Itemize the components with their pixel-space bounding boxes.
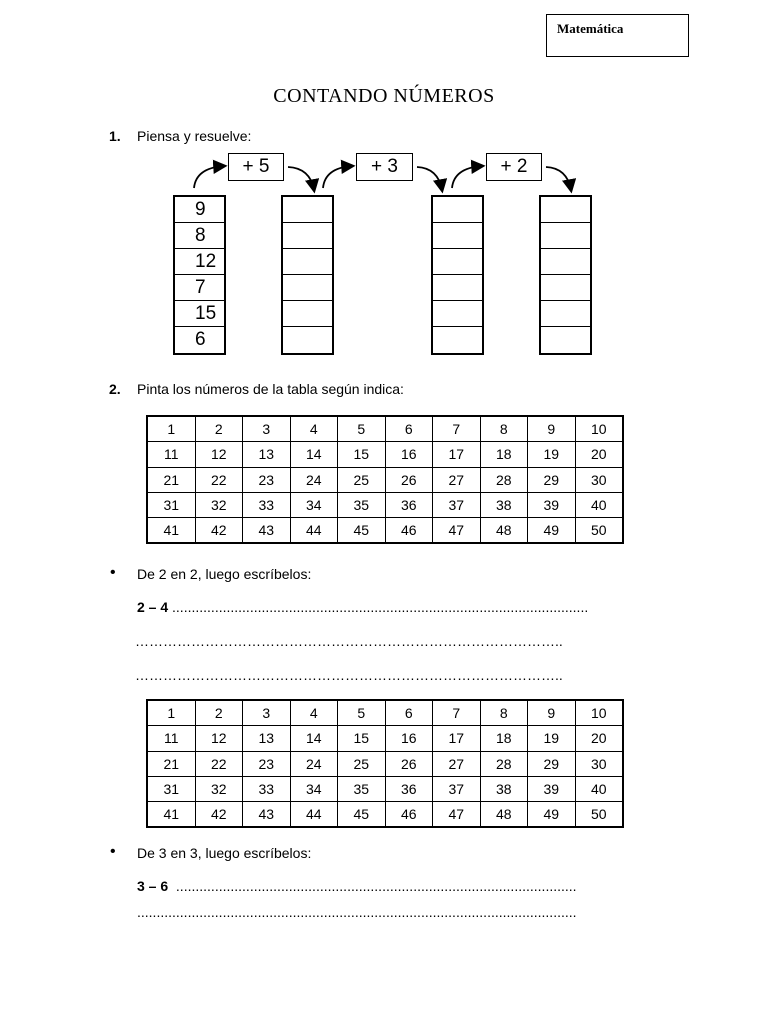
number-cell[interactable]: 19 (528, 726, 576, 751)
number-cell[interactable]: 7 (433, 700, 481, 726)
number-cell[interactable]: 46 (385, 518, 433, 544)
number-cell[interactable]: 5 (338, 416, 386, 442)
operation-box-plus-5: + 5 (228, 153, 284, 181)
number-cell[interactable]: 27 (433, 751, 481, 776)
answer-column-3 (539, 195, 592, 355)
number-cell[interactable]: 43 (243, 802, 291, 828)
table-row (147, 442, 623, 467)
number-cell[interactable]: 35 (338, 776, 386, 801)
number-cell[interactable]: 44 (290, 802, 338, 828)
operation-box-plus-3: + 3 (356, 153, 413, 181)
number-cell[interactable]: 8 (480, 700, 528, 726)
dotted-line: ........................................................................................................... (172, 599, 589, 615)
task-b-answer-line-1[interactable] (137, 878, 657, 894)
number-cell[interactable]: 49 (528, 518, 576, 544)
number-cell[interactable]: 17 (433, 442, 481, 467)
arrow-down-icon (546, 167, 571, 190)
number-cell[interactable]: 6 (385, 700, 433, 726)
table-row (147, 726, 623, 751)
task-b-answer-line-2[interactable] (137, 904, 659, 920)
number-cell[interactable]: 28 (480, 751, 528, 776)
table-row (147, 467, 623, 492)
exercise-1-number: 1. (109, 128, 121, 144)
arrow-up-icon (323, 166, 352, 188)
operation-box-plus-2: + 2 (486, 153, 542, 181)
number-cell[interactable]: 50 (575, 802, 623, 828)
number-cell[interactable]: 16 (385, 726, 433, 751)
exercise-2-number: 2. (109, 381, 121, 397)
number-cell[interactable]: 37 (433, 492, 481, 517)
answer-cell[interactable] (541, 275, 590, 301)
number-cell[interactable]: 23 (243, 467, 291, 492)
answer-cell[interactable] (541, 301, 590, 327)
arrow-down-icon (417, 167, 442, 190)
number-cell[interactable]: 15 (338, 726, 386, 751)
number-cell[interactable]: 43 (243, 518, 291, 544)
answer-column-2 (431, 195, 484, 355)
number-cell[interactable]: 1 (147, 416, 195, 442)
answer-cell[interactable] (283, 275, 332, 301)
dotted-line: ……………………………………………………………………………….. (135, 667, 563, 683)
number-cell[interactable]: 4 (290, 700, 338, 726)
number-cell[interactable]: 12 (195, 442, 243, 467)
number-cell[interactable]: 12 (195, 726, 243, 751)
number-cell[interactable]: 14 (290, 726, 338, 751)
number-cell[interactable]: 33 (243, 776, 291, 801)
answer-cell[interactable] (541, 327, 590, 353)
number-cell[interactable]: 23 (243, 751, 291, 776)
start-values-column (173, 195, 226, 355)
task-b-instruction: De 3 en 3, luego escríbelos: (137, 845, 312, 861)
task-a-answer-line-2[interactable] (135, 633, 630, 649)
number-cell[interactable]: 41 (147, 802, 195, 828)
number-cell[interactable]: 9 (528, 416, 576, 442)
arrows-diagram (0, 0, 768, 400)
number-cell[interactable]: 32 (195, 776, 243, 801)
number-cell[interactable]: 36 (385, 776, 433, 801)
start-value: 8 (175, 223, 224, 249)
number-cell[interactable]: 34 (290, 776, 338, 801)
number-grid-a (146, 415, 624, 544)
answer-cell[interactable] (433, 301, 482, 327)
table-row (147, 776, 623, 801)
number-cell[interactable]: 37 (433, 776, 481, 801)
answer-cell[interactable] (433, 275, 482, 301)
number-cell[interactable]: 31 (147, 492, 195, 517)
number-cell[interactable]: 17 (433, 726, 481, 751)
number-cell[interactable]: 48 (480, 802, 528, 828)
number-cell[interactable]: 47 (433, 518, 481, 544)
number-cell[interactable]: 42 (195, 802, 243, 828)
number-cell[interactable]: 21 (147, 467, 195, 492)
start-value: 9 (175, 197, 224, 223)
answer-column-1 (281, 195, 334, 355)
number-cell[interactable]: 26 (385, 751, 433, 776)
task-a-start: 2 – 4 (137, 599, 169, 615)
number-cell[interactable]: 21 (147, 751, 195, 776)
number-cell[interactable]: 2 (195, 416, 243, 442)
number-cell[interactable]: 11 (147, 442, 195, 467)
number-cell[interactable]: 3 (243, 416, 291, 442)
page-title: CONTANDO NÚMEROS (273, 85, 495, 107)
arrow-down-icon (288, 167, 314, 190)
number-cell[interactable]: 20 (575, 726, 623, 751)
exercise-1-instruction: Piensa y resuelve: (137, 128, 252, 144)
answer-cell[interactable] (433, 223, 482, 249)
number-cell[interactable]: 18 (480, 442, 528, 467)
number-cell[interactable]: 15 (338, 442, 386, 467)
number-cell[interactable]: 14 (290, 442, 338, 467)
answer-cell[interactable] (433, 249, 482, 275)
bullet: • (110, 843, 116, 860)
number-cell[interactable]: 22 (195, 751, 243, 776)
number-cell[interactable]: 40 (575, 492, 623, 517)
number-cell[interactable]: 11 (147, 726, 195, 751)
number-cell[interactable]: 13 (243, 442, 291, 467)
answer-cell[interactable] (283, 197, 332, 223)
table-row (147, 492, 623, 517)
dotted-line: ....................................................................................................... (175, 878, 577, 894)
number-cell[interactable]: 10 (575, 700, 623, 726)
number-cell[interactable]: 41 (147, 518, 195, 544)
bullet: • (110, 564, 116, 581)
number-cell[interactable]: 18 (480, 726, 528, 751)
answer-cell[interactable] (283, 327, 332, 353)
number-cell[interactable]: 50 (575, 518, 623, 544)
number-cell[interactable]: 3 (243, 700, 291, 726)
number-cell[interactable]: 30 (575, 751, 623, 776)
number-cell[interactable]: 38 (480, 776, 528, 801)
answer-cell[interactable] (433, 327, 482, 353)
number-cell[interactable]: 42 (195, 518, 243, 544)
number-cell[interactable]: 13 (243, 726, 291, 751)
number-cell[interactable]: 44 (290, 518, 338, 544)
answer-cell[interactable] (433, 197, 482, 223)
task-a-answer-line-3[interactable] (135, 667, 630, 683)
number-cell[interactable]: 49 (528, 802, 576, 828)
number-cell[interactable]: 2 (195, 700, 243, 726)
number-cell[interactable]: 31 (147, 776, 195, 801)
number-cell[interactable]: 24 (290, 467, 338, 492)
number-cell[interactable]: 4 (290, 416, 338, 442)
number-cell[interactable]: 29 (528, 751, 576, 776)
answer-cell[interactable] (283, 301, 332, 327)
number-cell[interactable]: 45 (338, 518, 386, 544)
start-value: 7 (175, 275, 224, 301)
number-cell[interactable]: 27 (433, 467, 481, 492)
answer-cell[interactable] (541, 249, 590, 275)
task-a-answer-line-1[interactable] (137, 599, 627, 615)
number-cell[interactable]: 7 (433, 416, 481, 442)
start-value: 15 (175, 301, 224, 327)
number-cell[interactable]: 1 (147, 700, 195, 726)
start-value: 12 (175, 249, 224, 275)
number-cell[interactable]: 48 (480, 518, 528, 544)
number-cell[interactable]: 10 (575, 416, 623, 442)
number-cell[interactable]: 29 (528, 467, 576, 492)
number-cell[interactable]: 25 (338, 467, 386, 492)
number-cell[interactable]: 45 (338, 802, 386, 828)
number-cell[interactable]: 35 (338, 492, 386, 517)
dotted-line: ................................................................................................................. (137, 904, 577, 920)
number-cell[interactable]: 24 (290, 751, 338, 776)
number-cell[interactable]: 5 (338, 700, 386, 726)
task-b-start: 3 – 6 (137, 878, 169, 894)
number-cell[interactable]: 36 (385, 492, 433, 517)
answer-cell[interactable] (283, 223, 332, 249)
answer-cell[interactable] (541, 223, 590, 249)
number-cell[interactable]: 28 (480, 467, 528, 492)
number-cell[interactable]: 19 (528, 442, 576, 467)
number-cell[interactable]: 30 (575, 467, 623, 492)
number-cell[interactable]: 22 (195, 467, 243, 492)
number-cell[interactable]: 40 (575, 776, 623, 801)
dotted-line: ……………………………………………………………………………….. (135, 633, 563, 649)
number-cell[interactable]: 6 (385, 416, 433, 442)
number-cell[interactable]: 32 (195, 492, 243, 517)
number-cell[interactable]: 39 (528, 776, 576, 801)
answer-cell[interactable] (541, 197, 590, 223)
number-cell[interactable]: 47 (433, 802, 481, 828)
table-row (147, 751, 623, 776)
number-cell[interactable]: 46 (385, 802, 433, 828)
start-value: 6 (195, 329, 206, 350)
number-cell[interactable]: 33 (243, 492, 291, 517)
task-a-instruction: De 2 en 2, luego escríbelos: (137, 566, 312, 582)
answer-cell[interactable] (283, 249, 332, 275)
table-row (147, 518, 623, 544)
table-row (147, 700, 623, 726)
number-cell[interactable]: 16 (385, 442, 433, 467)
number-cell[interactable]: 9 (528, 700, 576, 726)
number-cell[interactable]: 38 (480, 492, 528, 517)
table-row (147, 802, 623, 828)
number-cell[interactable]: 25 (338, 751, 386, 776)
number-cell[interactable]: 26 (385, 467, 433, 492)
number-cell[interactable]: 20 (575, 442, 623, 467)
arrow-up-icon (194, 166, 224, 188)
number-cell[interactable]: 39 (528, 492, 576, 517)
number-cell[interactable]: 8 (480, 416, 528, 442)
subject-label: Matemática (557, 21, 624, 36)
number-grid-b (146, 699, 624, 828)
number-cell[interactable]: 34 (290, 492, 338, 517)
arrow-up-icon (452, 166, 482, 188)
exercise-2-instruction: Pinta los números de la tabla según indica: (137, 381, 404, 397)
table-row (147, 416, 623, 442)
